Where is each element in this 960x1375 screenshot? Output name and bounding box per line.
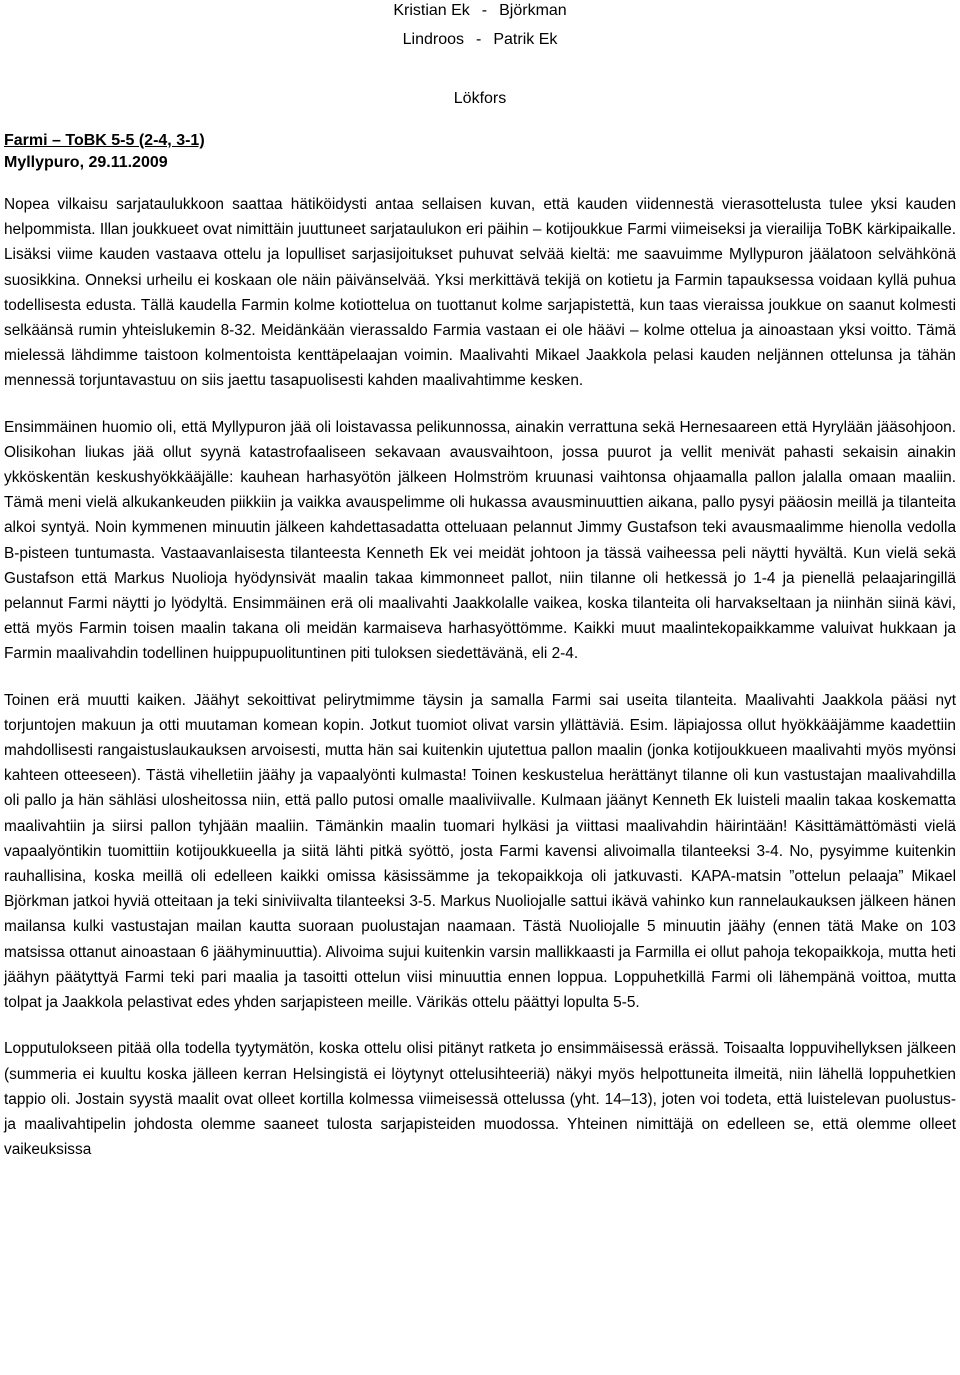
match-title: Farmi – ToBK 5-5 (2-4, 3-1) (4, 132, 205, 149)
lineup-player-left: Kristian Ek (393, 2, 470, 19)
lineup (4, 0, 956, 58)
lineup-goalie (4, 88, 956, 110)
paragraph-conclusion: Lopputulokseen pitää olla todella tyytymätön, koska ottelu olisi pitänyt ratketa jo ensimmäisessä erässä. Toisaalta loppuvihellyksen jälkeen (summeria ei kuultu koska jälleen kerran Helsingistä ei löytynyt ottelusihteeriä) näkyi myös helpottuneita ilmeitä, niin lähellä loppuhetkien tappio oli. Jostain syystä maalit ovat olleet kortilla kolmessa viimeisessä ottelussa (yht. 14–13), joten voi todeta, että luistelevan puolustus- ja maalivahtipelin johdosta olemme saaneet tulosta sarjapisteiden muodossa. Yhteinen nimittäjä on edelleen se, että olemme olleet vaikeuksissa (4, 1040, 956, 1159)
lineup-separator: - (481, 2, 488, 19)
paragraph-intro: Nopea vilkaisu sarjataulukkoon saattaa hätiköidysti antaa sellaisen kuvan, että kauden viidennestä vierasottelusta tulee yksi kauden helpommista. Illan joukkueet ovat nimittäin juuttuneet sarjataulukon eri päihin – kotijoukkue Farmi viimeiseksi ja vierailija ToBK kärkipaikalle. Lisäksi viime kauden vastaava ottelu ja lopulliset sarjasijoitukset puhuvat selvää kieltä: me saavuimme Myllypuron jäälatoon selvähkönä suosikkina. Onneksi urheilu ei koskaan ole näin päivänselvää. Yksi merkittävä tekijä on kotietu ja Farmin tapauksessa voidaan kyllä puhua todellisesta edusta. Tällä kaudella Farmin kolme kotiottelua on tuottanut kolme sarjapistettä, kun taas vieraissa joukkue on saanut kolmesti selkäänsä rumin yhteislukemin 8-32. Meidänkään vierassaldo Farmia vastaan ei ole häävi – kolme ottelua ja ainoastaan yksi voitto. Tämä mielessä lähdimme taistoon kolmentoista kenttäpelaajan voimin. Maalivahti Mikael Jaakkola pelasi kauden neljännen ottelunsa ja tähän mennessä torjuntavastuu on siis jaettu tasapuolisesti kahden maalivahtimme kesken. (4, 196, 956, 390)
lineup-row-1 (4, 0, 956, 29)
lineup-player-right: Patrik Ek (493, 31, 558, 48)
lineup-player-left: Lindroos (402, 31, 465, 48)
paragraph-second-period: Toinen erä muutti kaiken. Jäähyt sekoittivat pelirytmimme täysin ja samalla Farmi sai useita tilanteita. Maalivahti Jaakkola pääsi nyt torjuntojen makuun ja otti muutaman komean kopin. Jotkut tuomiot olivat varsin yllättäviä. Esim. läpiajossa ollut hyökkääjämme kaadettiin mahdollisesti rangaistuslaukauksen arvoisesti, mutta hän sai kuitenkin ujutettua pallon maalin (jonka kotijoukkueen maalivahti myös myönsi kahteen otteeseen). Tästä vihelletiin jäähy ja vapaalyönti kulmasta! Toinen keskustelua herättänyt tilanne oli kun vastustajan maalivahdilla oli pallo ja hän sähläsi ulosheitossa niin, että pallo putosi omalle maaliviivalle. Kulmaan jäänyt Kenneth Ek luisteli maalin takaa koskematta maalivahtiin ja siirsi pallon tyhjään maaliin. Tämänkin maalin tuomari hylkäsi ja viittasi maalivahdin häirintään! Käsittämättömästi vielä vapaalyöntikin tuomittiin kotijoukkueella ja siitä lähti pitkä syöttö, josta Farmi kavensi alivoimalla tilanteeksi 3-4. No, pysyimme kuitenkin rauhallisina, koska meillä oli edelleen kaikki omissa käsissämme ja tekopaikkoja oli jatkuvasti. KAPA-matsin ”ottelun pelaaja” Mikael Björkman jatkoi hyviä otteitaan ja teki siniviivalta tilanteeksi 3-5. Markus Nuoliojalle sattui ikävä vahinko kun rannelaukauksen jälkeen hänen mailansa kulki vastustajan mailan kautta suoraan puolustajan naamaan. Tästä Nuoliojalle 5 minuutin jäähy (ennen tätä Make on 103 matsissa ottanut ainoastaan 6 jäähyminuuttia). Alivoima sujui kuitenkin varsin mallikkaasti ja Farmilla ei ollut pahoja tekopaikkoja, mutta heti jäähyn päätyttyä Farmi teki pari maalia ja tasoitti ottelun viisi minuuttia ennen loppua. Loppuhetkillä Farmi oli lähempänä voittoa, mutta tolpat ja Jaakkola pelastivat edes yhden sarjapisteen meille. Värikäs ottelu päättyi lopulta 5-5. (4, 691, 956, 1012)
goalie-name: Lökfors (453, 90, 507, 107)
lineup-row-2 (4, 29, 956, 58)
lineup-separator: - (476, 31, 482, 48)
paragraph-first-period: Ensimmäinen huomio oli, että Myllypuron jää oli loistavassa pelikunnossa, ainakin verrattuna sekä Hernesaareen että Hyrylään jääsohjoon. Olisikohan liukas jää ollut syynä katastrofaaliseen sekavaan avausvaihtoon, jossa puurot ja vellit menivät pahasti sekaisin ainakin ykköskentän keskushyökkääjälle: kauhean harhasyötön jälkeen Holmström kruunasi vaihtonsa ohjaamalla pallon jalalla omaan maaliin. Tämä meni vielä alkukankeuden piikkiin ja vaikka avauspelimme oli hukassa avausminuuttien aikana, pallo pysyi pääosin meillä ja tilanteita alkoi syntyä. Noin kymmenen minuutin jälkeen kahdettasadatta otteluaan pelannut Jimmy Gustafson teki avausmaalimme hienolla vedolla B-pisteen tuntumasta. Vastaavanlaisesta tilanteesta Kenneth Ek vei meidät johtoon ja tässä vaiheessa peli näytti hyvältä. Kun vielä sekä Gustafson että Markus Nuolioja hyödynsivät maalin takaa kimmonneet pallot, niin tilanne oli hetkessä jo 1-4 ja pienellä pelaajaringillä pelannut Farmi näytti jo lyödyltä. Ensimmäinen erä oli maalivahti Jaakkolalle vaikea, koska tilanteita oli harvakseltaan ja niinhän siinä kävi, että myös Farmin toisen maalin takana oli meidän karmaiseva harhasyöttömme. Kaikki muut maalintekopaikkamme valuivat hukkaan ja Farmin maalivahdin todellinen huippupuolituntinen piti tuloksen siedettävänä, eli 2-4. (4, 418, 956, 663)
lineup-player-right: Björkman (499, 2, 567, 19)
match-place-date: Myllypuro, 29.11.2009 (4, 154, 168, 171)
